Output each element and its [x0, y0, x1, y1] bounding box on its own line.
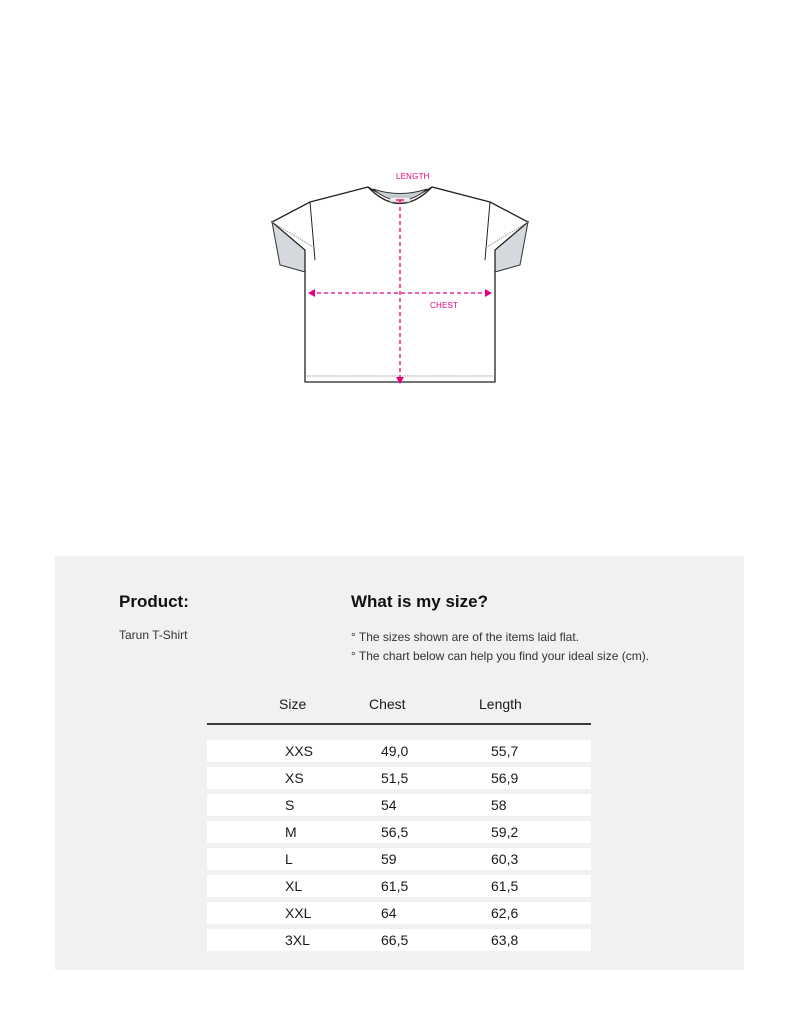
- table-row: [207, 821, 591, 843]
- cell-chest: 59: [381, 851, 397, 867]
- size-chart-table: [207, 696, 591, 956]
- cell-length: 61,5: [491, 878, 519, 894]
- cell-size: XS: [285, 770, 304, 786]
- cell-chest: 51,5: [381, 770, 409, 786]
- size-info-panel: [55, 556, 744, 970]
- cell-size: XXS: [285, 743, 314, 759]
- table-row: [207, 929, 591, 951]
- header-chest: Chest: [369, 696, 406, 712]
- product-heading: Product:: [119, 592, 189, 611]
- size-note: ° The chart below can help you find your ideal size (cm).: [351, 649, 650, 663]
- cell-size: M: [285, 824, 297, 840]
- table-header: [207, 696, 591, 725]
- table-row: [207, 902, 591, 924]
- t-shirt-outline-icon: [260, 160, 540, 390]
- length-label: LENGTH: [396, 172, 430, 181]
- t-shirt-diagram: [260, 160, 540, 390]
- cell-size: L: [285, 851, 293, 867]
- table-row: [207, 848, 591, 870]
- cell-size: XXL: [285, 905, 312, 921]
- cell-chest: 56,5: [381, 824, 409, 840]
- header-size: Size: [279, 696, 307, 712]
- chest-label: CHEST: [430, 301, 459, 310]
- cell-length: 62,6: [491, 905, 519, 921]
- size-notes: [351, 628, 649, 666]
- cell-length: 63,8: [491, 932, 519, 948]
- product-name: Tarun T-Shirt: [119, 628, 188, 642]
- header-length: Length: [479, 696, 522, 712]
- cell-length: 58: [491, 797, 507, 813]
- cell-length: 55,7: [491, 743, 519, 759]
- cell-length: 59,2: [491, 824, 519, 840]
- cell-length: 56,9: [491, 770, 519, 786]
- cell-chest: 54: [381, 797, 397, 813]
- cell-size: S: [285, 797, 295, 813]
- cell-length: 60,3: [491, 851, 519, 867]
- cell-chest: 61,5: [381, 878, 409, 894]
- table-row: [207, 767, 591, 789]
- table-body: [207, 740, 591, 951]
- table-row: [207, 740, 591, 762]
- cell-chest: 64: [381, 905, 397, 921]
- cell-chest: 49,0: [381, 743, 409, 759]
- size-note: ° The sizes shown are of the items laid flat.: [351, 630, 580, 644]
- cell-size: XL: [285, 878, 303, 894]
- cell-chest: 66,5: [381, 932, 409, 948]
- size-help-heading: What is my size?: [351, 592, 488, 611]
- table-row: [207, 794, 591, 816]
- table-row: [207, 875, 591, 897]
- cell-size: 3XL: [285, 932, 310, 948]
